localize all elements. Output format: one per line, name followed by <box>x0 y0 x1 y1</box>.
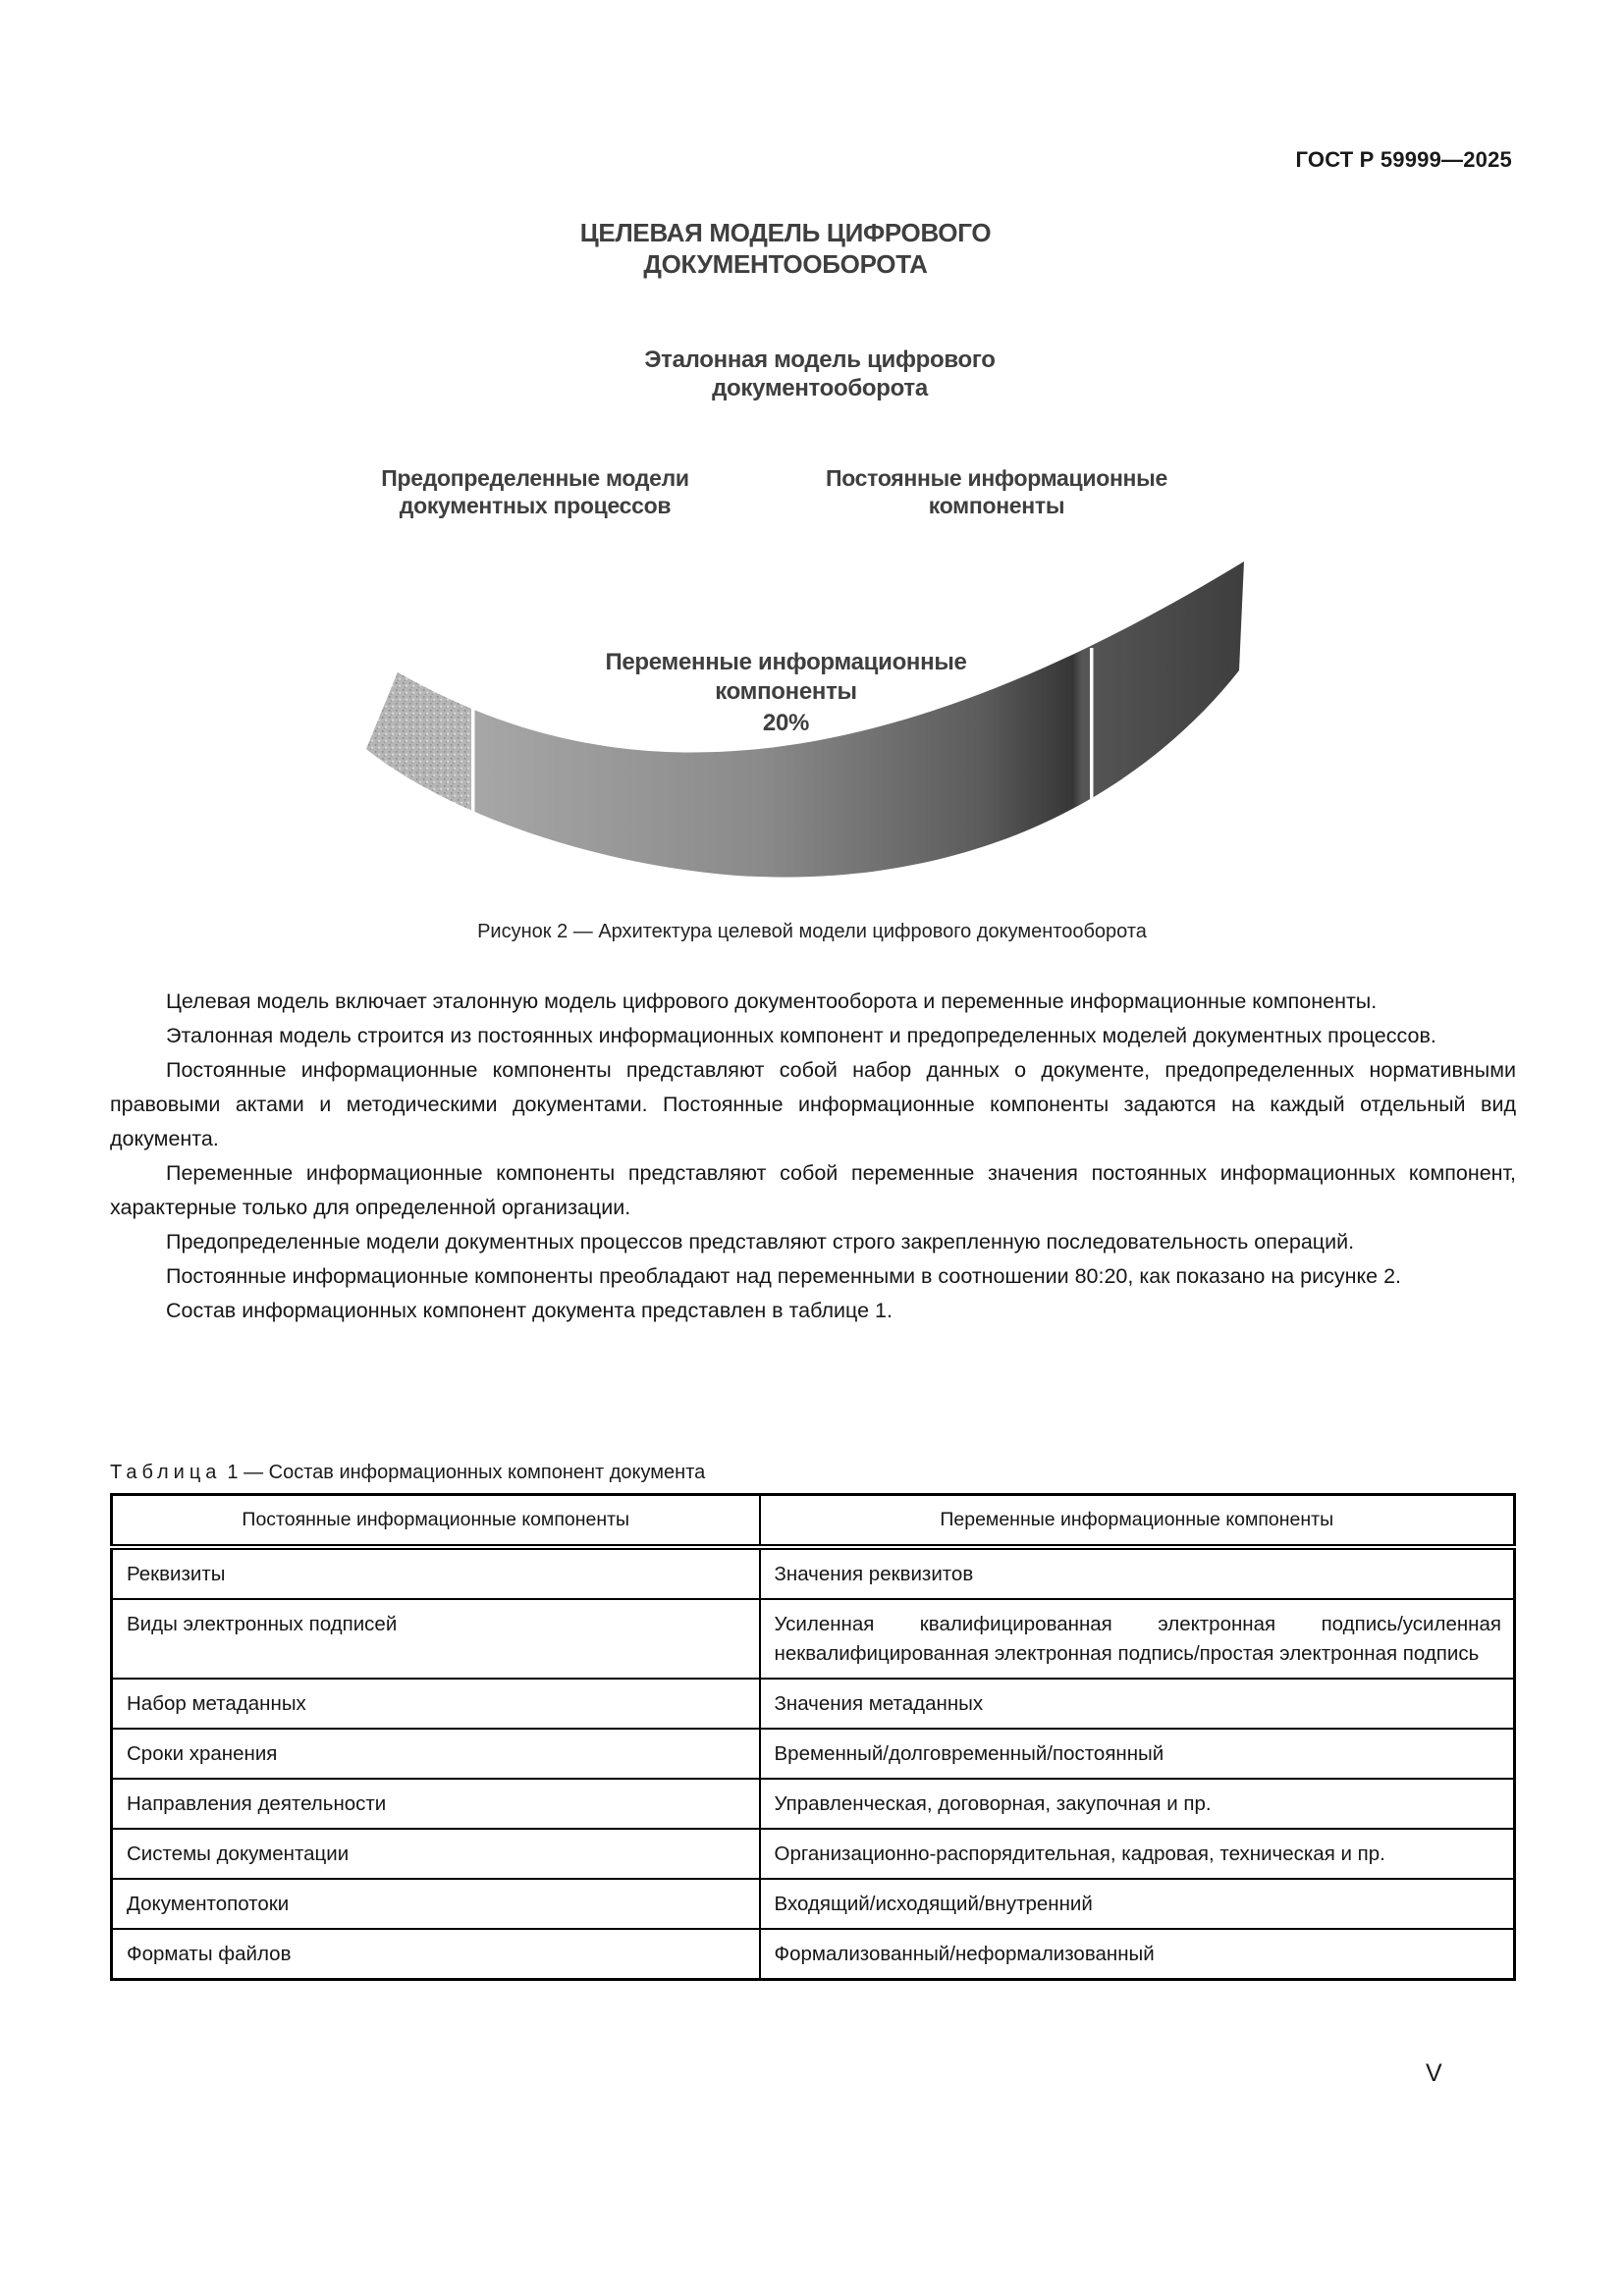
column-header-variable: Переменные информационные компоненты <box>760 1495 1515 1548</box>
constant-component-cell: Реквизиты <box>112 1547 760 1599</box>
variable-component-cell: Формализованный/​неформализованный <box>760 1929 1515 1980</box>
table-row <box>112 1729 1515 1779</box>
paragraph: Состав информационных компонент документа представлен в таблице 1. <box>166 1299 893 1322</box>
variable-percent: 20% <box>762 710 810 736</box>
variable-component-cell: Значения реквизитов <box>760 1547 1515 1599</box>
constant-component-cell: Сроки хранения <box>112 1729 760 1779</box>
paragraph: Целевая модель включает эталонную модель цифрового документооборота и переменные информационные компоненты. <box>166 989 1378 1013</box>
table-row <box>112 1547 1515 1599</box>
table-row <box>112 1929 1515 1980</box>
page-number: V <box>1426 2059 1442 2087</box>
constant-component-cell: Системы документации <box>112 1829 760 1879</box>
constant-component-cell: Форматы файлов <box>112 1929 760 1980</box>
table-caption-rest: 1 — Состав информационных компонент документа <box>227 1462 706 1483</box>
band-path <box>366 561 1244 878</box>
table-row <box>112 1679 1515 1729</box>
paragraph: Постоянные информационные компоненты представляют собой набор данных о документе, предопределенных нормативными правовыми актами и методическими документами. Постоянные информационные компоненты задаются на каждый отдельный вид документа. <box>110 1058 1516 1150</box>
hatched-segment <box>353 628 471 844</box>
variable-component-cell: Входящий/​исходящий/​внутренний <box>760 1879 1515 1929</box>
reference-model-label: Эталонная модель цифрового документооборота <box>644 347 996 402</box>
constant-components-label: Постоянные информационные компоненты <box>825 465 1167 519</box>
figure-caption: Рисунок 2 — Архитектура целевой модели цифрового документооборота <box>477 921 1147 942</box>
paragraph: Постоянные информационные компоненты преобладают над переменными в соотношении 80:20, как показано на рисунке 2. <box>166 1264 1402 1288</box>
standard-code: ГОСТ Р 59999—2025 <box>1295 147 1512 172</box>
table-header-row <box>112 1495 1515 1548</box>
paragraph: Предопределенные модели документных процессов представляют строго закрепленную последовательность операций. <box>166 1230 1355 1254</box>
divider-line-1 <box>471 648 475 844</box>
table-body <box>112 1547 1515 1980</box>
figure-title: ЦЕЛЕВАЯ МОДЕЛЬ ЦИФРОВОГО ДОКУМЕНТООБОРОТА <box>579 218 992 279</box>
table-caption-word: Таблица <box>110 1462 222 1483</box>
variable-components-text: Переменные информационные компоненты <box>605 649 967 705</box>
body-paragraphs <box>110 985 1516 1328</box>
components-table <box>110 1493 1516 1981</box>
paragraph: Переменные информационные компоненты представляют собой переменные значения постоянных информационных компонент, характерные только для определенной организации. <box>110 1161 1516 1219</box>
paragraph: Эталонная модель строится из постоянных информационных компонент и предопределенных моделей документных процессов. <box>166 1024 1436 1047</box>
variable-component-cell: Временный/​долговременный/​постоянный <box>760 1729 1515 1779</box>
constant-component-cell: Набор метаданных <box>112 1679 760 1729</box>
table-row <box>112 1599 1515 1679</box>
variable-component-cell: Значения метаданных <box>760 1679 1515 1729</box>
table-row <box>112 1779 1515 1829</box>
variable-component-cell: Усиленная квалифицированная электронная подпись/​усиленная неквалифицированная электронная подпись/​простая электронная подпись <box>760 1599 1515 1679</box>
predefined-models-label: Предопределенные модели документных процессов <box>381 465 689 519</box>
constant-component-cell: Документопотоки <box>112 1879 760 1929</box>
table-row <box>112 1829 1515 1879</box>
variable-component-cell: Организационно-распорядительная, кадровая, техническая и пр. <box>760 1829 1515 1879</box>
constant-component-cell: Виды электронных подписей <box>112 1599 760 1679</box>
table-caption <box>110 1462 705 1484</box>
swoosh-diagram <box>353 530 1267 903</box>
variable-component-cell: Управленческая, договорная, закупочная и пр. <box>760 1779 1515 1829</box>
column-header-constant: Постоянные информационные компоненты <box>112 1495 760 1548</box>
divider-line-2 <box>1090 648 1094 854</box>
constant-component-cell: Направления деятельности <box>112 1779 760 1829</box>
table-row <box>112 1879 1515 1929</box>
